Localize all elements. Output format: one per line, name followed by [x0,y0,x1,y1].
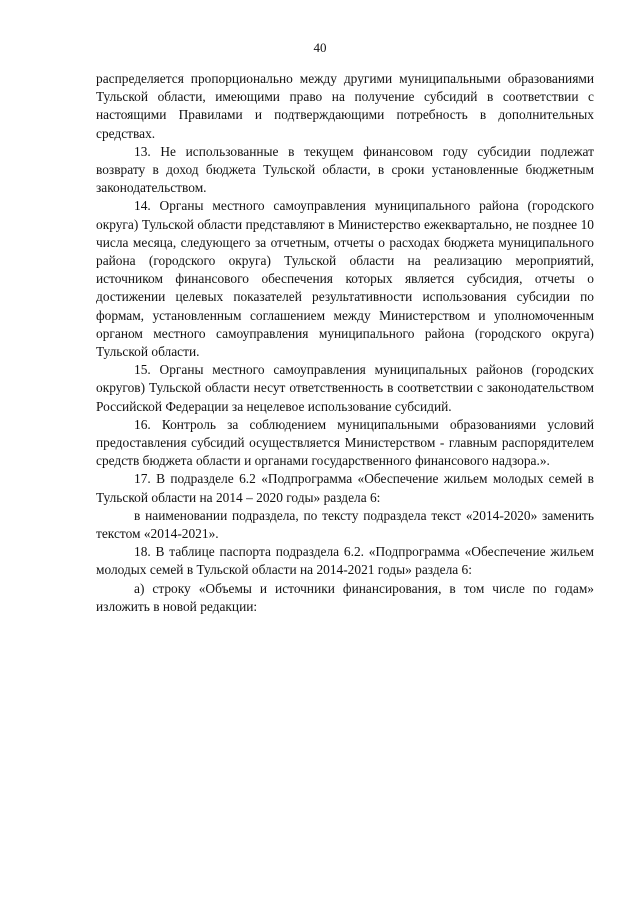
paragraph-item-15: 15. Органы местного самоуправления муниципальных районов (городских округов) Тульской области несут ответственность в соответствии с законодательством Российской Федерации за нецелевое использование субсидий. [96,362,594,414]
document-body [96,70,594,616]
paragraph-item-18: 18. В таблице паспорта подраздела 6.2. «Подпрограмма «Обеспечение жильем молодых семей в Тульской области на 2014-2021 годы» раздела 6: [96,544,594,578]
paragraph-item-16: 16. Контроль за соблюдением муниципальными образованиями условий предоставления субсидий осуществляется Министерством - главным распорядителем средств бюджета области и органами государственного финансового надзора.». [96,416,594,469]
paragraph-item-18-a: а) строку «Объемы и источники финансирования, в том числе по годам» изложить в новой редакции: [96,580,594,614]
paragraph-continuation: распределяется пропорционально между другими муниципальными образованиями Тульской области, имеющими право на получение субсидий в соответствии с настоящими Правилами и подтверждающими потребность в дополнительных средствах. [96,71,594,141]
paragraph-item-17: 17. В подразделе 6.2 «Подпрограмма «Обеспечение жильем молодых семей в Тульской области на 2014 – 2020 годы» раздела 6: [96,471,594,505]
paragraph-item-14: 14. Органы местного самоуправления муниципального района (городского округа) Тульской области представляют в Министерство ежеквартально, не позднее 10 числа месяца, следующего за отчетным, отчеты о расходах бюджета муниципального района (городского округа) Тульской области на реализацию мероприятий, источником финансового обеспечения которых является субсидия, отчеты о достижении целевых показателей результативности использования субсидии по формам, установленным соглашением между Министерством и уполномоченным органом местного самоуправления муниципального района (городского округа) Тульской области. [96,198,594,360]
paragraph-item-17-detail: в наименовании подраздела, по тексту подраздела текст «2014-2020» заменить текстом «2014-2021». [96,507,594,542]
paragraph-item-13: 13. Не использованные в текущем финансовом году субсидии подлежат возврату в доход бюджета Тульской области, в сроки установленные бюджетным законодательством. [96,143,594,196]
page-number: 40 [313,40,327,55]
